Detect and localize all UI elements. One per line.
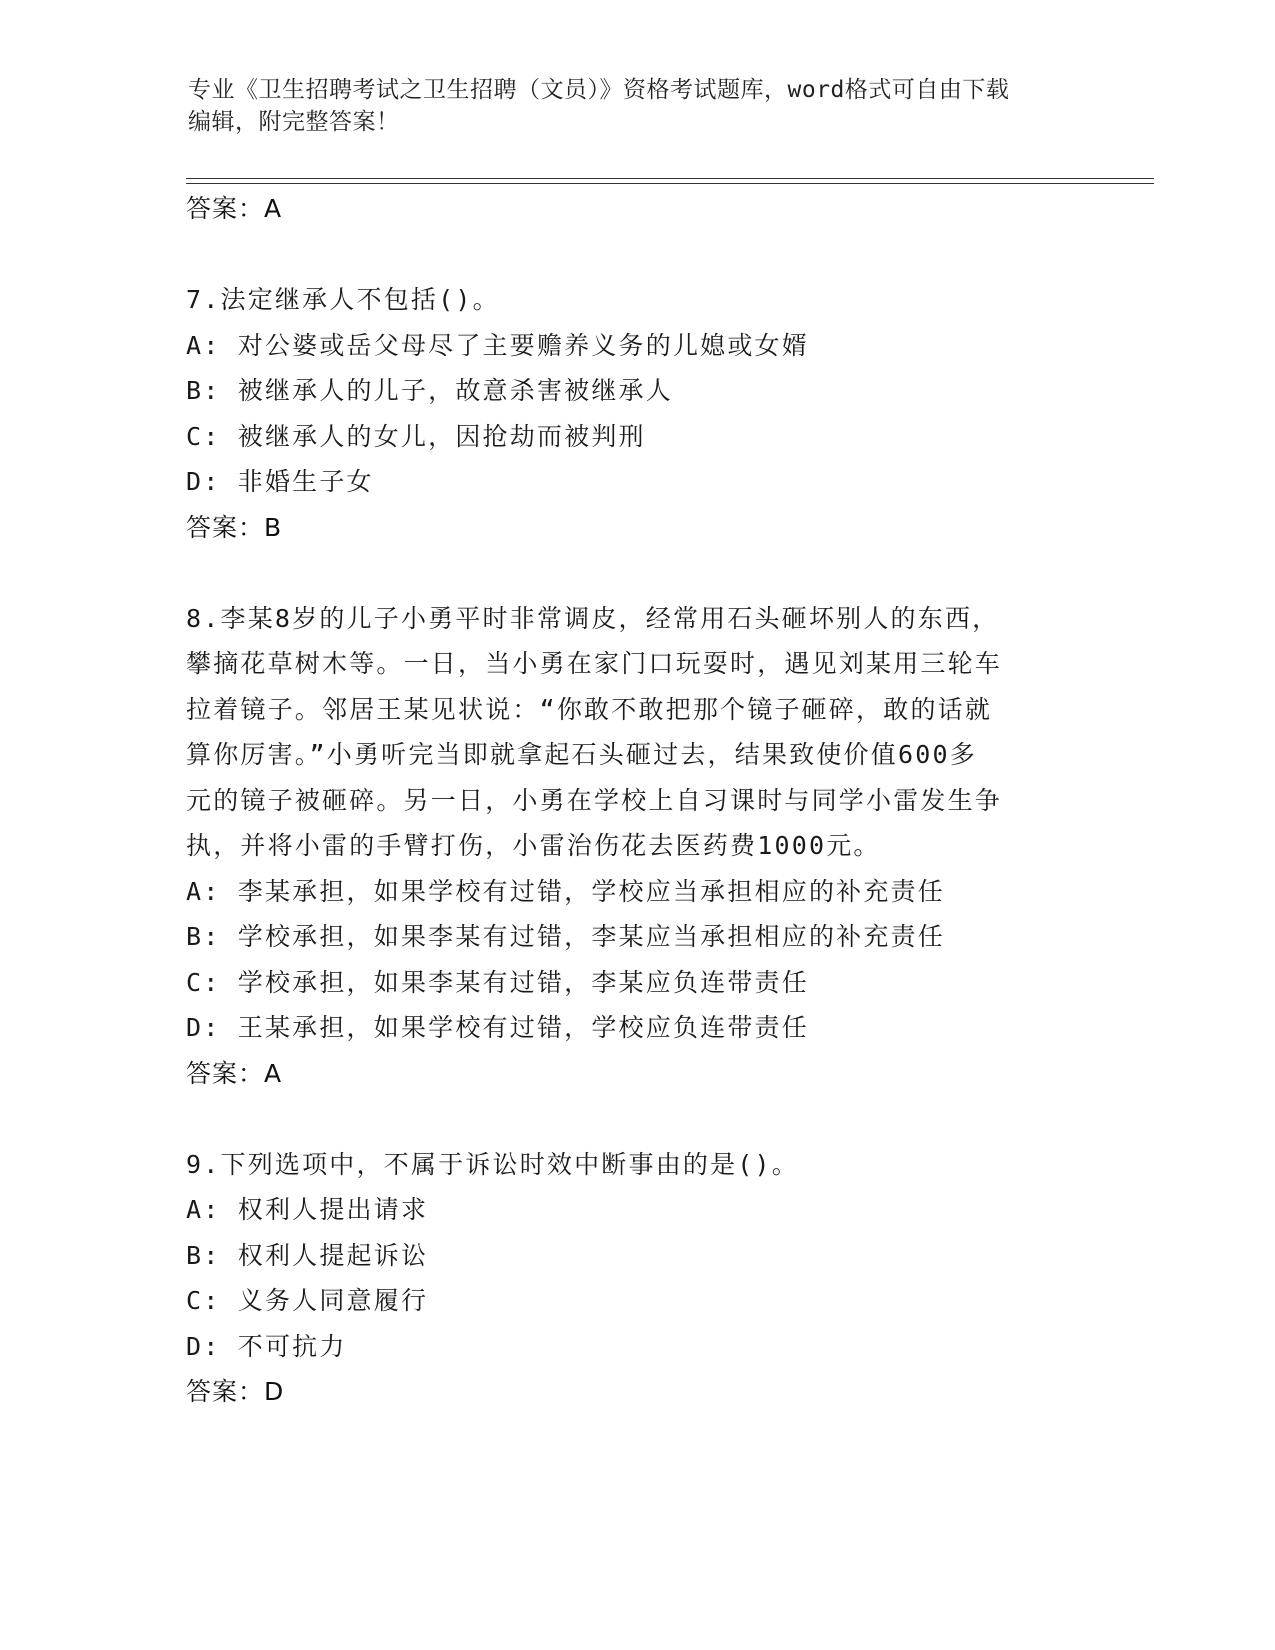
- answer-q6: 答案：A: [186, 194, 283, 223]
- option-b: B: 权利人提起诉讼: [186, 1240, 429, 1270]
- option-d: D: 非婚生子女: [186, 467, 374, 496]
- question-8: [186, 596, 1086, 1097]
- spacer: [186, 232, 1086, 278]
- header-line-1: 专业《卫生招聘考试之卫生招聘（文员）》资格考试题库，word格式可自由下载: [188, 77, 1010, 103]
- header-divider-double: [186, 183, 1154, 184]
- question-stem: 7.法定继承人不包括()。: [186, 285, 500, 314]
- header-line-2: 编辑，附完整答案！: [188, 109, 400, 135]
- option-c: C: 义务人同意履行: [186, 1286, 429, 1315]
- question-stem-line: 攀摘花草树木等。一日，当小勇在家门口玩耍时，遇见刘某用三轮车: [186, 649, 1003, 678]
- question-stem-line: 算你厉害。”小勇听完当即就拿起石头砸过去，结果致使价值600多: [186, 740, 977, 769]
- page-header: [188, 74, 1068, 138]
- question-7: [186, 277, 1086, 550]
- spacer: [186, 550, 1086, 596]
- option-b: B: 被继承人的儿子，故意杀害被继承人: [186, 376, 673, 405]
- question-9: [186, 1142, 1086, 1415]
- spacer: [186, 1096, 1086, 1142]
- question-stem-line: 8.李某8岁的儿子小勇平时非常调皮，经常用石头砸坏别人的东西，: [186, 603, 1000, 633]
- option-c: C: 学校承担，如果李某有过错，李某应负连带责任: [186, 967, 809, 997]
- option-a: A: 权利人提出请求: [186, 1195, 429, 1224]
- answer-q9: 答案：D: [186, 1377, 285, 1406]
- option-d: D: 不可抗力: [186, 1331, 347, 1361]
- option-a: A: 李某承担，如果学校有过错，学校应当承担相应的补充责任: [186, 876, 945, 906]
- option-c: C: 被继承人的女儿，因抢劫而被判刑: [186, 421, 646, 451]
- question-stem-line: 拉着镜子。邻居王某见状说：“你敢不敢把那个镜子砸碎，敢的话就: [186, 694, 993, 724]
- header-divider: [186, 178, 1154, 179]
- document-body: [186, 186, 1086, 1415]
- question-stem-line: 执，并将小雷的手臂打伤，小雷治伤花去医药费1000元。: [186, 831, 881, 860]
- option-d: D: 王某承担，如果学校有过错，学校应负连带责任: [186, 1013, 809, 1042]
- option-a: A: 对公婆或岳父母尽了主要赡养义务的儿媳或女婿: [186, 330, 809, 360]
- answer-q7: 答案：B: [186, 512, 283, 542]
- answer-q8: 答案：A: [186, 1058, 283, 1088]
- question-stem: 9.下列选项中，不属于诉讼时效中断事由的是()。: [186, 1149, 800, 1179]
- question-stem-line: 元的镜子被砸碎。另一日，小勇在学校上自习课时与同学小雷发生争: [186, 785, 1003, 815]
- option-b: B: 学校承担，如果李某有过错，李某应当承担相应的补充责任: [186, 922, 945, 951]
